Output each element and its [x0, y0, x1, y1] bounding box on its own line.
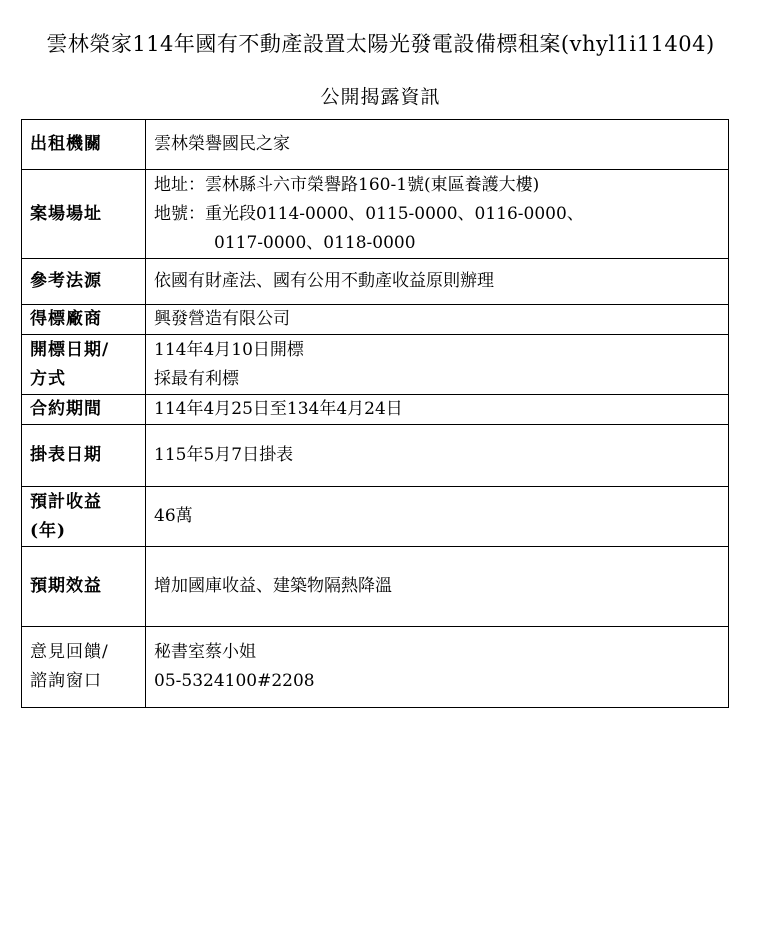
row-label-lessor: 出租機關: [22, 120, 146, 170]
row-label-winning-bidder: 得標廠商: [22, 305, 146, 335]
table-row-expected-income: [22, 487, 729, 547]
row-value-winning-bidder: 興發營造有限公司: [146, 305, 729, 335]
table-row-lessor: [22, 120, 729, 170]
contact-phone: 05-5324100#2208: [154, 671, 315, 691]
row-label-expected-benefit: 預期效益: [22, 547, 146, 627]
row-label-expected-income: 預計收益 (年): [22, 487, 146, 547]
disclosure-table: [21, 119, 729, 708]
contact-person: 秘書室蔡小姐: [154, 642, 256, 662]
row-value-contact: [146, 627, 729, 708]
site-lot-numbers: 地號：重光段0114-0000、0115-0000、0116-0000、: [154, 203, 584, 224]
table-row-contact: [22, 627, 729, 708]
row-value-tender-date: 114年4月10日開標 採最有利標: [146, 335, 729, 395]
row-label-legal-basis: 參考法源: [22, 259, 146, 305]
row-label-meter-date: 掛表日期: [22, 425, 146, 487]
row-label-tender-date: 開標日期/ 方式: [22, 335, 146, 395]
table-row-meter-date: [22, 425, 729, 487]
row-value-meter-date: 115年5月7日掛表: [146, 425, 729, 487]
row-label-contact: 意見回饋/ 諮詢窗口: [22, 627, 146, 708]
table-row-expected-benefit: [22, 547, 729, 627]
table-row-tender-date: [22, 335, 729, 395]
table-row-site: [22, 170, 729, 259]
row-value-expected-benefit: 增加國庫收益、建築物隔熱降溫: [146, 547, 729, 627]
table-row-contract-period: [22, 395, 729, 425]
page-subtitle: 公開揭露資訊: [320, 86, 441, 108]
row-value-site: [146, 170, 729, 259]
row-value-expected-income: 46萬: [146, 487, 729, 547]
table-row-winning-bidder: [22, 305, 729, 335]
page-title: 雲林榮家114年國有不動產設置太陽光發電設備標租案(vhyl1i11404): [46, 32, 715, 56]
row-value-lessor: 雲林榮譽國民之家: [146, 120, 729, 170]
row-value-legal-basis: 依國有財產法、國有公用不動產收益原則辦理: [146, 259, 729, 305]
row-value-contract-period: 114年4月25日至134年4月24日: [146, 395, 729, 425]
site-address: 地址：雲林縣斗六市榮譽路160-1號(東區養護大樓): [154, 174, 540, 195]
row-label-site: 案場場址: [22, 170, 146, 259]
row-label-contract-period: 合約期間: [22, 395, 146, 425]
site-lot-numbers-continued: 0117-0000、0118-0000: [214, 232, 416, 253]
table-row-legal-basis: [22, 259, 729, 305]
